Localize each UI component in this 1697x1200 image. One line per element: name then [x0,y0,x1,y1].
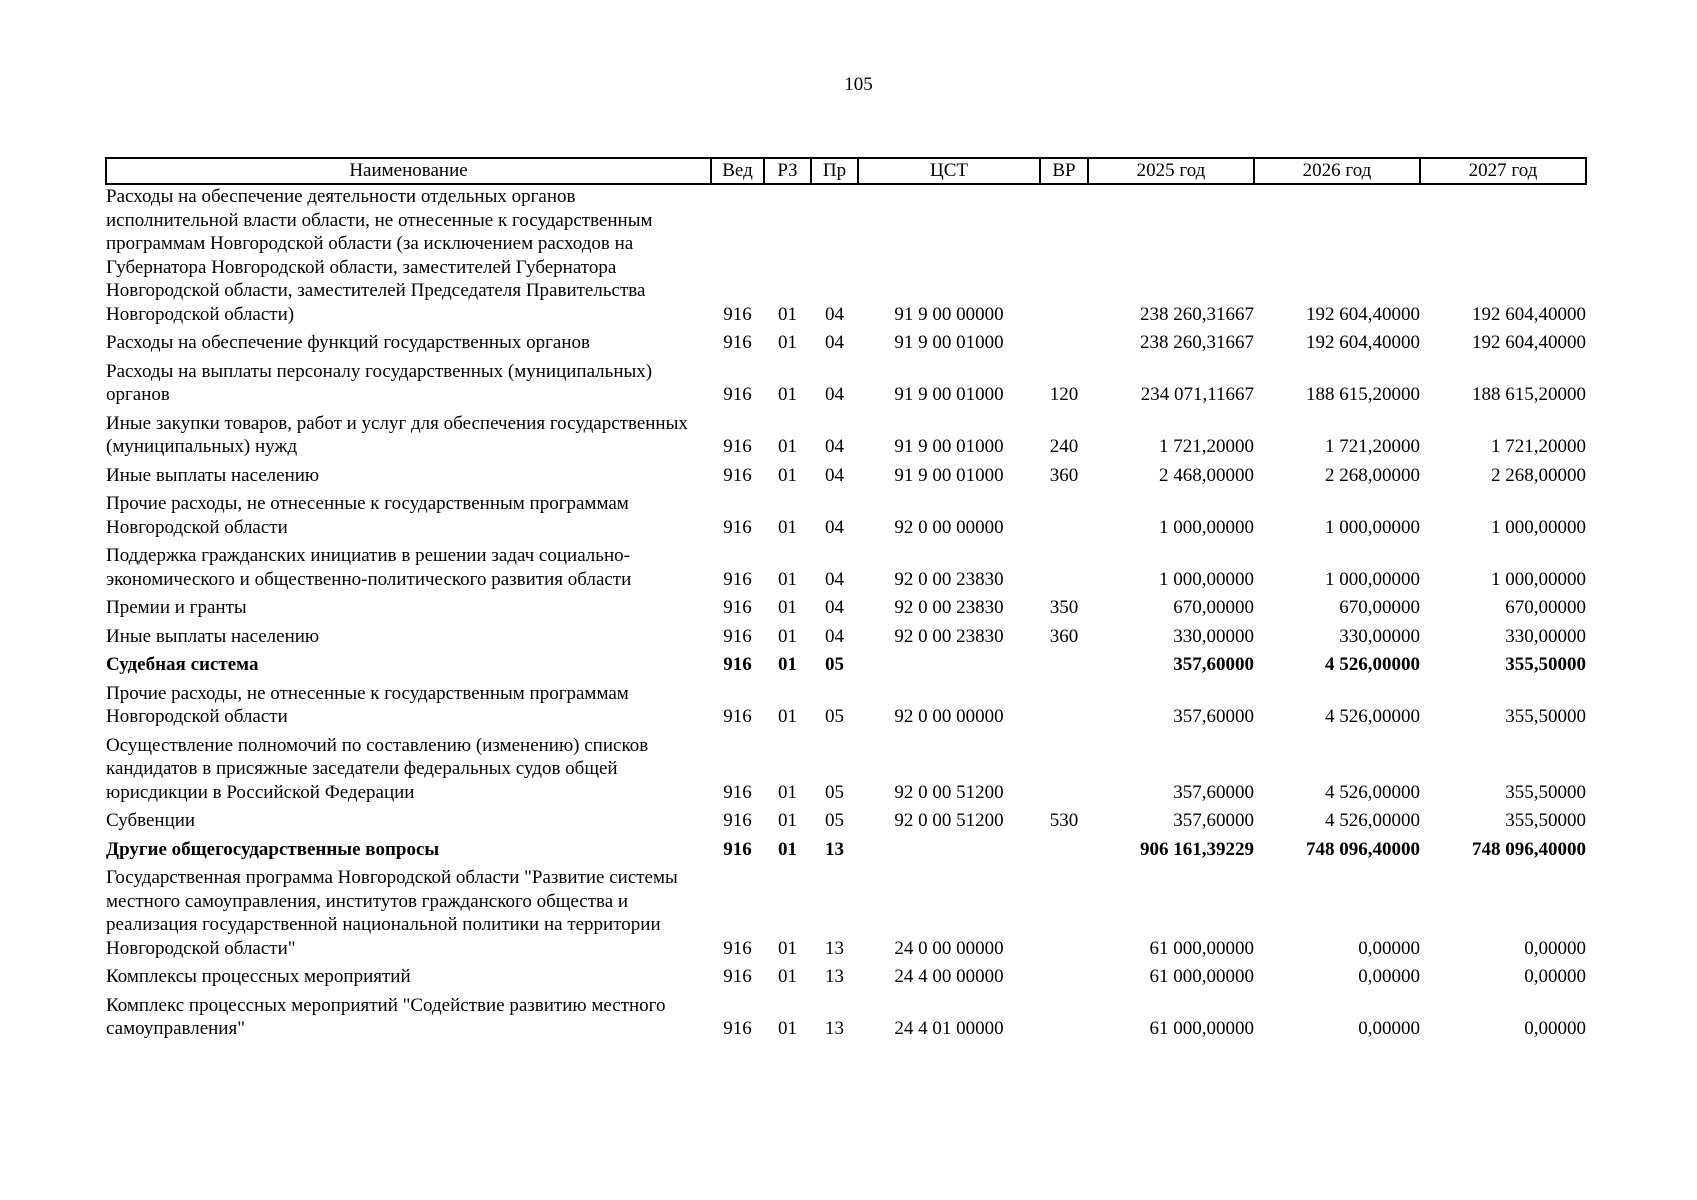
row-name: Иные выплаты населению [106,464,320,486]
row-amount-2025: 357,60000 [1173,654,1254,675]
row-pr: 05 [825,706,844,727]
row-amount-2027: 0,00000 [1524,966,1586,987]
row-pr: 04 [825,516,844,538]
row-rz: 01 [778,966,797,987]
row-amount-2026: 4 526,00000 [1325,654,1420,675]
row-amount-2027: 192 604,40000 [1472,332,1586,353]
row-cst: 24 4 01 00000 [894,1018,1004,1039]
row-amount-2026: 0,00000 [1358,1018,1420,1039]
row-name: Иные закупки товаров, работ и услуг для обеспечения государственных (муниципальных) нужд [106,412,688,457]
row-pr: 13 [825,838,844,860]
row-ved: 916 [723,810,752,831]
row-amount-2025: 330,00000 [1173,625,1254,647]
row-ved: 916 [723,516,752,538]
row-rz: 01 [778,706,797,727]
row-name: Судебная система [106,654,259,675]
row-vr: 530 [1049,810,1079,831]
row-ved: 916 [723,332,752,353]
row-vr: 360 [1049,625,1079,647]
row-name: Комплекс процессных мероприятий "Содействие развитию местного самоуправления" [106,994,666,1039]
table-row [106,591,1586,620]
row-cst: 91 9 00 01000 [894,332,1004,353]
row-amount-2026: 670,00000 [1339,597,1420,618]
row-pr: 13 [825,966,844,987]
row-rz: 01 [778,303,797,325]
row-ved: 916 [723,597,752,618]
row-amount-2027: 355,50000 [1505,810,1586,831]
row-cst: 92 0 00 23830 [894,625,1004,647]
row-pr: 13 [825,1018,844,1039]
header-2027: 2027 год [1420,158,1586,184]
row-amount-2025: 1 721,20000 [1159,436,1254,457]
row-ved: 916 [723,706,752,727]
header-cst: ЦСТ [858,158,1040,184]
row-amount-2025: 61 000,00000 [1149,937,1254,959]
row-amount-2026: 1 000,00000 [1325,568,1420,590]
row-amount-2026: 748 096,40000 [1306,838,1420,860]
row-vr [1040,677,1088,729]
row-name: Субвенции [106,810,196,831]
row-rz: 01 [778,838,797,860]
row-amount-2027: 1 000,00000 [1491,568,1586,590]
row-name: Расходы на обеспечение деятельности отдельных органов исполнительной власти области, не отнесенные к государственным программам Новгородской области (за исключением расходов на Губернатора Новгородской области, заместителей Губернатора Новгородской области, заместителей Председателя Правительства Новгородской области) [106,186,653,325]
header-2025: 2025 год [1088,158,1254,184]
row-name: Прочие расходы, не отнесенные к государственным программам Новгородской области [106,682,629,727]
row-ved: 916 [723,937,752,959]
row-pr: 04 [825,384,844,405]
row-pr: 05 [825,781,844,803]
row-rz: 01 [778,597,797,618]
table-row [106,861,1586,960]
row-amount-2025: 234 071,11667 [1140,384,1254,405]
row-amount-2027: 2 268,00000 [1491,464,1586,486]
row-amount-2026: 4 526,00000 [1325,706,1420,727]
row-vr [1040,184,1088,326]
row-amount-2025: 357,60000 [1173,781,1254,803]
table-row [106,459,1586,488]
row-cst: 92 0 00 00000 [894,706,1004,727]
row-ved: 916 [723,436,752,457]
row-vr: 350 [1049,597,1079,618]
row-amount-2026: 1 721,20000 [1325,436,1420,457]
row-vr [1040,833,1088,862]
row-cst: 24 4 00 00000 [894,966,1004,987]
row-vr [1040,487,1088,539]
row-cst: 92 0 00 51200 [894,781,1004,803]
table-row [106,407,1586,459]
row-pr: 04 [825,597,844,618]
row-ved: 916 [723,1018,752,1039]
row-ved: 916 [723,654,752,675]
table-row [106,804,1586,833]
row-amount-2027: 1 721,20000 [1491,436,1586,457]
row-amount-2027: 192 604,40000 [1472,303,1586,325]
row-amount-2026: 0,00000 [1358,966,1420,987]
row-cst [858,648,1040,677]
row-cst: 91 9 00 00000 [894,303,1004,325]
header-ved: Вед [711,158,764,184]
row-amount-2025: 906 161,39229 [1140,838,1254,860]
row-amount-2026: 192 604,40000 [1306,303,1420,325]
row-cst: 91 9 00 01000 [894,384,1004,405]
row-ved: 916 [723,464,752,486]
row-pr: 04 [825,464,844,486]
row-amount-2026: 188 615,20000 [1306,384,1420,405]
header-vr: ВР [1040,158,1088,184]
table-row [106,326,1586,355]
row-vr [1040,729,1088,805]
row-vr [1040,326,1088,355]
table-row [106,989,1586,1041]
row-amount-2026: 4 526,00000 [1325,781,1420,803]
header-pr: Пр [811,158,858,184]
row-rz: 01 [778,464,797,486]
row-cst: 91 9 00 01000 [894,436,1004,457]
table-row [106,487,1586,539]
row-name: Прочие расходы, не отнесенные к государственным программам Новгородской области [106,493,629,538]
row-amount-2025: 357,60000 [1173,706,1254,727]
row-amount-2025: 1 000,00000 [1159,568,1254,590]
row-name: Осуществление полномочий по составлению (изменению) списков кандидатов в присяжные заседатели федеральных судов общей юрисдикции в Российской Федерации [106,734,649,803]
row-pr: 05 [825,654,844,675]
row-amount-2027: 355,50000 [1505,654,1586,675]
row-rz: 01 [778,332,797,353]
row-ved: 916 [723,625,752,647]
row-name: Комплексы процессных мероприятий [106,966,411,987]
section-row [106,833,1586,862]
row-rz: 01 [778,568,797,590]
row-amount-2025: 1 000,00000 [1159,516,1254,538]
row-pr: 04 [825,332,844,353]
table-row [106,620,1586,649]
row-vr [1040,960,1088,989]
row-name: Расходы на обеспечение функций государственных органов [106,332,590,353]
row-ved: 916 [723,838,752,860]
row-rz: 01 [778,516,797,538]
row-amount-2027: 355,50000 [1505,706,1586,727]
row-rz: 01 [778,810,797,831]
row-amount-2025: 61 000,00000 [1149,1018,1254,1039]
header-name: Наименование [106,158,711,184]
row-pr: 04 [825,568,844,590]
row-cst: 92 0 00 51200 [894,810,1004,831]
row-amount-2027: 0,00000 [1524,1018,1586,1039]
row-cst: 91 9 00 01000 [894,464,1004,486]
budget-table [105,157,1587,1041]
page-number: 105 [844,74,873,95]
row-vr [1040,539,1088,591]
section-row [106,648,1586,677]
row-vr [1040,989,1088,1041]
row-name: Государственная программа Новгородской области "Развитие системы местного самоуправления, институтов гражданского общества и реализация государственной национальной политики на территории Новгородской области" [106,867,678,959]
row-pr: 04 [825,436,844,457]
row-rz: 01 [778,937,797,959]
row-amount-2027: 1 000,00000 [1491,516,1586,538]
row-amount-2025: 238 260,31667 [1140,303,1254,325]
row-ved: 916 [723,568,752,590]
table-row [106,355,1586,407]
row-name: Иные выплаты населению [106,625,320,647]
row-amount-2027: 748 096,40000 [1472,838,1586,860]
row-pr: 05 [825,810,844,831]
row-vr: 120 [1049,384,1079,405]
table-row [106,960,1586,989]
row-amount-2025: 357,60000 [1173,810,1254,831]
row-amount-2027: 670,00000 [1505,597,1586,618]
row-rz: 01 [778,654,797,675]
row-rz: 01 [778,384,797,405]
row-amount-2026: 1 000,00000 [1325,516,1420,538]
row-ved: 916 [723,303,752,325]
header-rz: РЗ [764,158,811,184]
table-row [106,729,1586,805]
row-cst: 24 0 00 00000 [894,937,1004,959]
row-vr [1040,861,1088,960]
row-amount-2027: 355,50000 [1505,781,1586,803]
row-amount-2027: 0,00000 [1524,937,1586,959]
table-header [106,158,1586,184]
row-name: Расходы на выплаты персоналу государственных (муниципальных) органов [106,360,653,405]
table-row [106,184,1586,326]
row-vr: 240 [1049,436,1079,457]
row-name: Премии и гранты [106,597,247,618]
row-amount-2027: 330,00000 [1505,625,1586,647]
table-body [106,184,1586,1041]
row-amount-2026: 2 268,00000 [1325,464,1420,486]
row-pr: 04 [825,303,844,325]
table-row [106,539,1586,591]
row-cst: 92 0 00 23830 [894,568,1004,590]
row-amount-2026: 4 526,00000 [1325,810,1420,831]
table-row [106,677,1586,729]
row-pr: 13 [825,937,844,959]
row-amount-2026: 192 604,40000 [1306,332,1420,353]
row-amount-2025: 2 468,00000 [1159,464,1254,486]
row-amount-2025: 238 260,31667 [1140,332,1254,353]
row-amount-2027: 188 615,20000 [1472,384,1586,405]
row-ved: 916 [723,781,752,803]
row-vr [1040,648,1088,677]
row-cst: 92 0 00 23830 [894,597,1004,618]
row-amount-2026: 330,00000 [1339,625,1420,647]
row-amount-2025: 61 000,00000 [1149,966,1254,987]
row-rz: 01 [778,781,797,803]
row-amount-2026: 0,00000 [1358,937,1420,959]
row-rz: 01 [778,625,797,647]
row-name: Другие общегосударственные вопросы [106,838,440,860]
row-pr: 04 [825,625,844,647]
row-rz: 01 [778,436,797,457]
row-amount-2025: 670,00000 [1173,597,1254,618]
row-vr: 360 [1049,464,1079,486]
row-rz: 01 [778,1018,797,1039]
row-cst [858,833,1040,862]
row-name: Поддержка гражданских инициатив в решении задач социально-экономического и общественно-политического развития области [106,545,632,590]
row-cst: 92 0 00 00000 [894,516,1004,538]
header-2026: 2026 год [1254,158,1420,184]
row-ved: 916 [723,384,752,405]
row-ved: 916 [723,966,752,987]
